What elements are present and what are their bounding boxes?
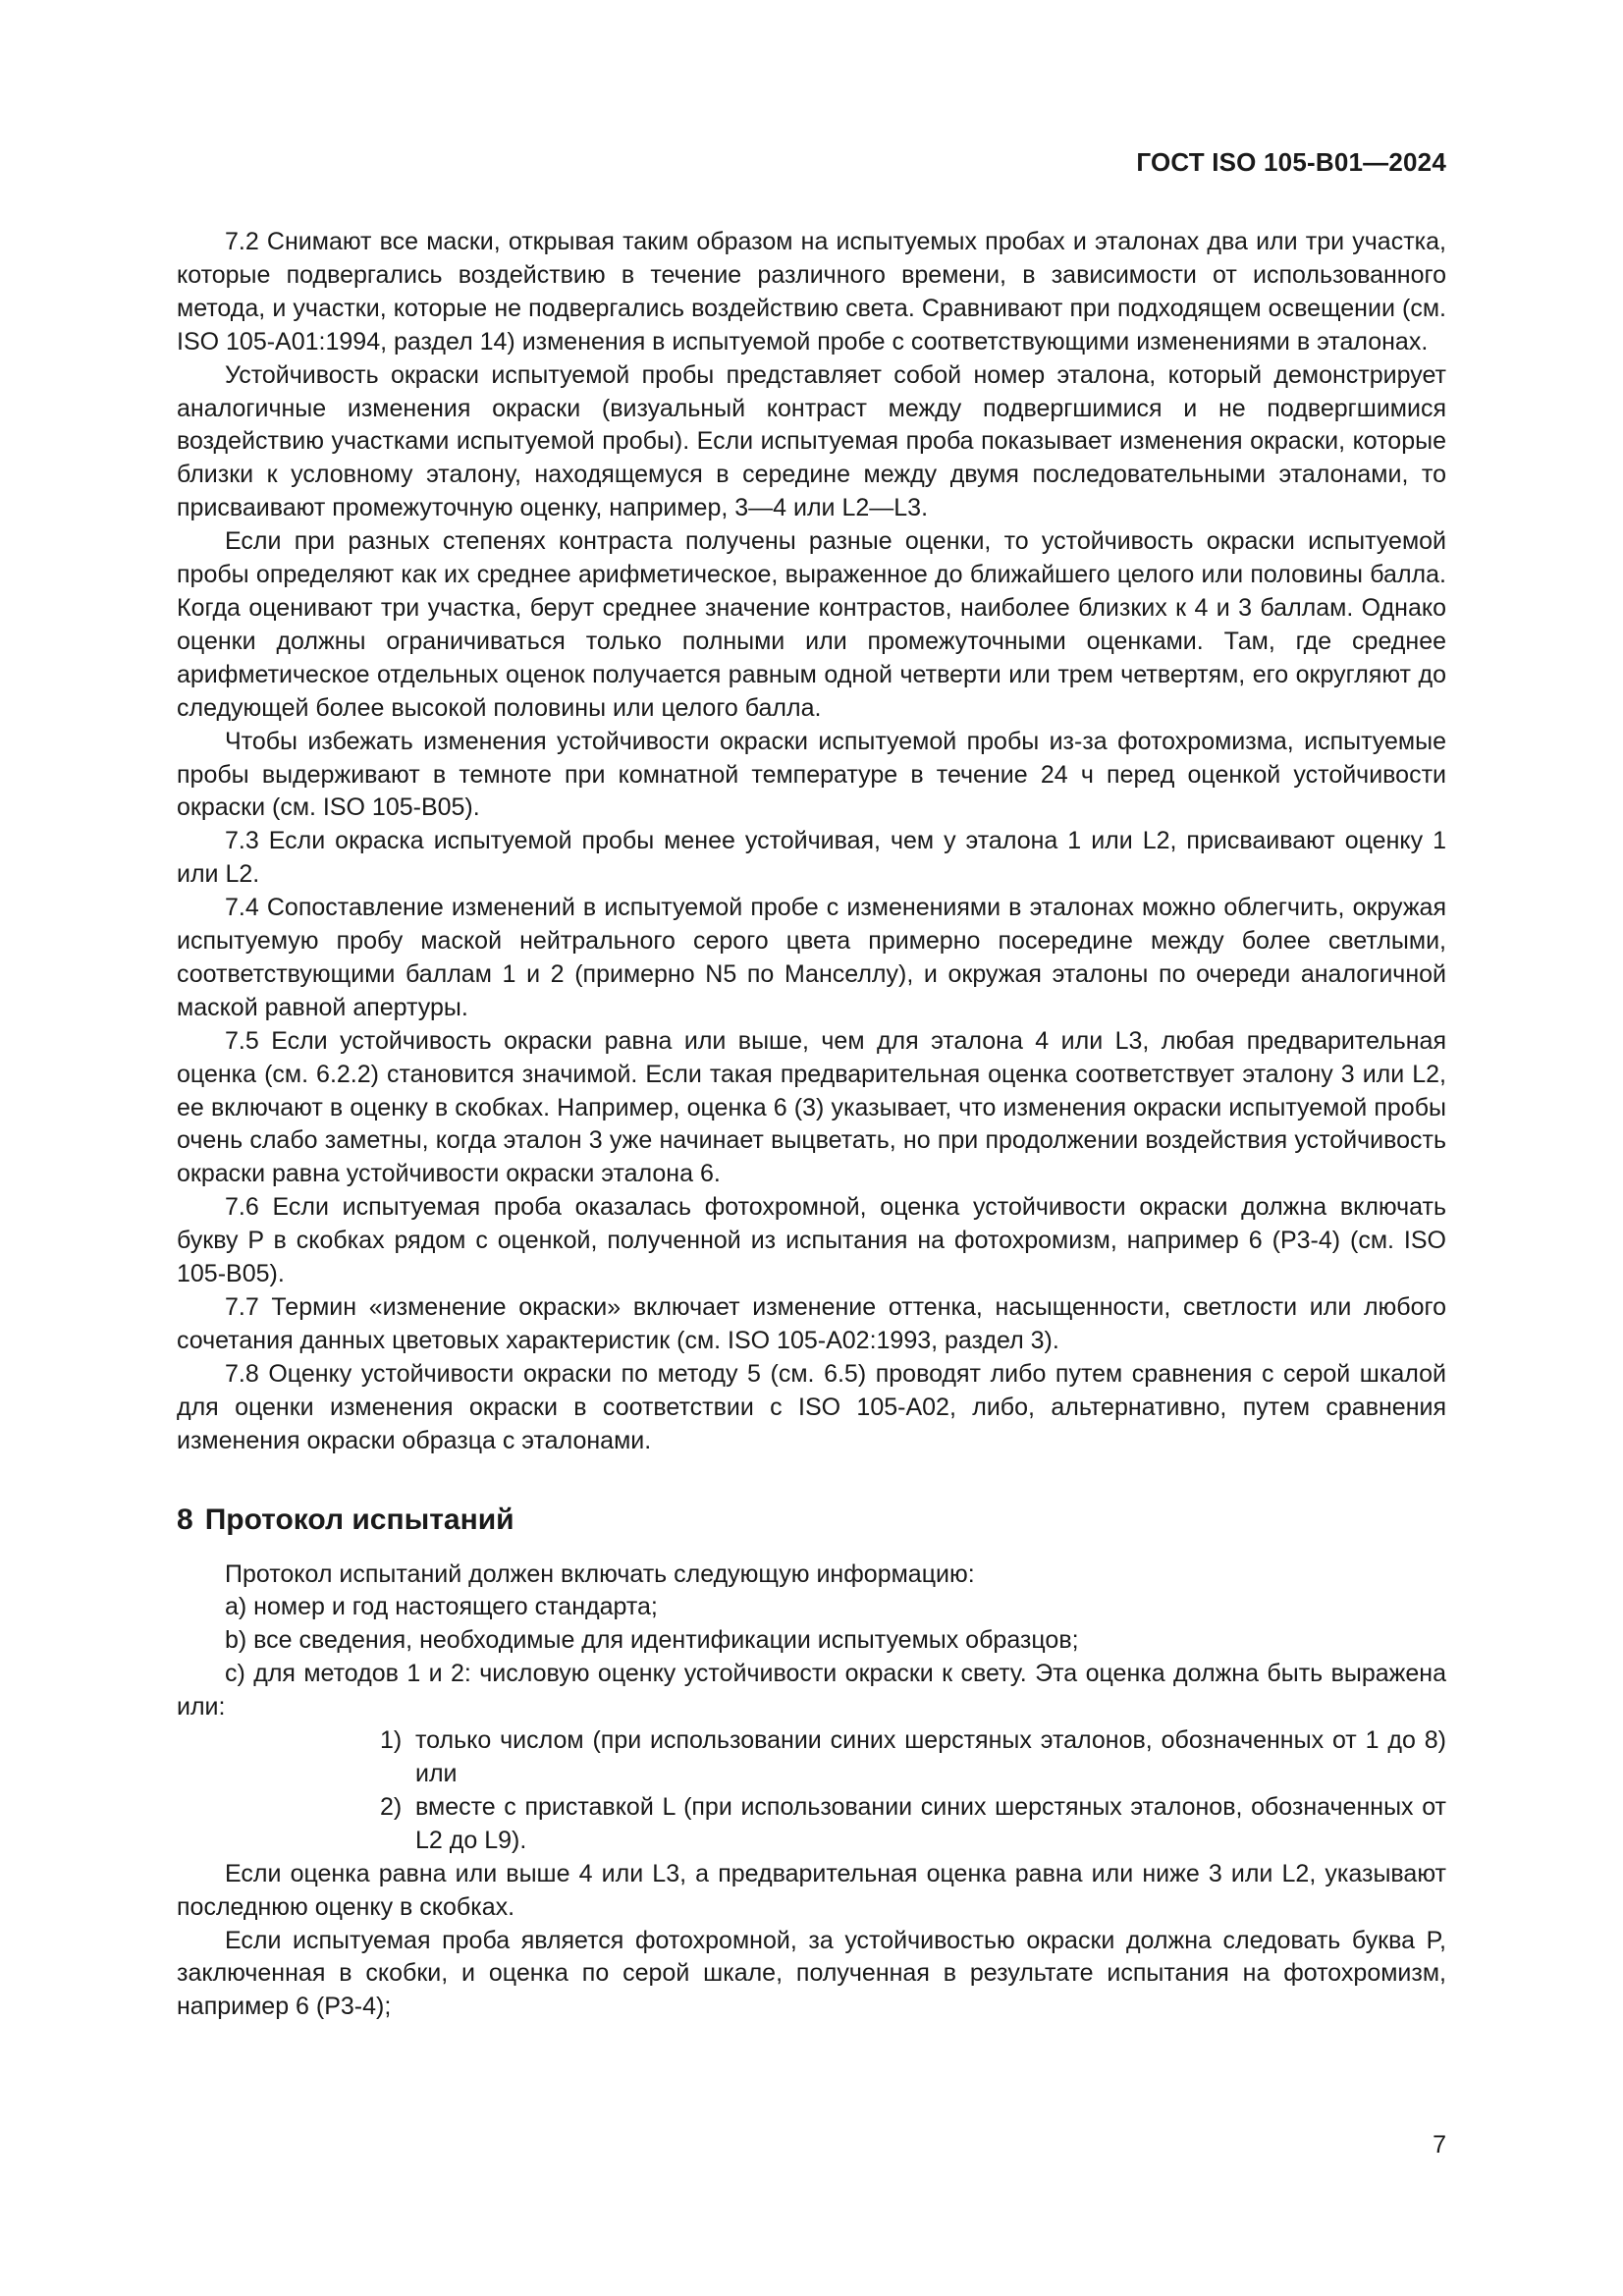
sublist-marker-1: 1) [380, 1726, 403, 1755]
paragraph-photochromic-rating: Если испытуемая проба является фотохромной, за устойчивостью окраски должна следовать буква P, заключенная в скобки, и оценка по серой шкале, полученная в результате испытания на фотохромизм, например 6 (P3-4); [177, 1926, 1446, 2021]
sublist-marker-2: 2) [380, 1792, 403, 1821]
sublist-text-1: только числом (при использовании синих шерстяных эталонов, обозначенных от 1 до 8) или [415, 1726, 1446, 1787]
paragraph-photochromism-storage: Чтобы избежать изменения устойчивости окраски испытуемой пробы из-за фотохромизма, испытуемые пробы выдерживают в темноте при комнатной температуре в течение 24 ч перед оценкой устойчивости окраски (см. ISO 105-B05). [177, 727, 1446, 822]
sublist-item-1 [380, 1724, 1446, 1791]
page-number: 7 [1433, 2131, 1446, 2159]
list-item-a: a) номер и год настоящего стандарта; [225, 1593, 658, 1621]
paragraph-7-8: 7.8 Оценку устойчивости окраски по методу 5 (см. 6.5) проводят либо путем сравнения с серой шкалой для оценки изменения окраски в соответствии с ISO 105-A02, либо, альтернативно, путем сравнения изменения окраски образца с эталонами. [177, 1359, 1446, 1454]
section-8-intro: Протокол испытаний должен включать следующую информацию: [225, 1559, 975, 1588]
section-title: Протокол испытаний [204, 1503, 514, 1536]
paragraph-7-2: 7.2 Снимают все маски, открывая таким образом на испытуемых пробах и эталонах два или три участка, которые подвергались воздействию в течение различного времени, в зависимости от использованного метода, и участки, которые не подвергались воздействию света. Сравнивают при подходящем освещении (см. ISO 105-A01:1994, раздел 14) изменения в испытуемой пробе с соответствующими изменениями в эталонах. [177, 228, 1446, 355]
page-body [177, 226, 1446, 2024]
paragraph-7-6: 7.6 Если испытуемая проба оказалась фотохромной, оценка устойчивости окраски должна включать букву P в скобках рядом с оценкой, полученной из испытания на фотохромизм, например 6 (P3-4) (см. ISO 105-B05). [177, 1193, 1446, 1288]
list-item-b: b) все сведения, необходимые для идентификации испытуемых образцов; [225, 1626, 1079, 1655]
section-number: 8 [177, 1503, 193, 1536]
paragraph-preliminary-rating: Если оценка равна или выше 4 или L3, а предварительная оценка равна или ниже 3 или L2, указывают последнюю оценку в скобках. [177, 1859, 1446, 1921]
paragraph-7-7: 7.7 Термин «изменение окраски» включает изменение оттенка, насыщенности, светлости или любого сочетания данных цветовых характеристик (см. ISO 105-A02:1993, раздел 3). [177, 1293, 1446, 1354]
paragraph-average-rating: Если при разных степенях контраста получены разные оценки, то устойчивость окраски испытуемой пробы определяют как их среднее арифметическое, выраженное до ближайшего целого или половины балла. Когда оценивают три участка, берут среднее значение контрастов, наиболее близких к 4 и 3 баллам. Однако оценки должны ограничиваться только полными или промежуточными оценками. Там, где среднее арифметическое отдельных оценок получается равным одной четверти или трем четвертям, его округляют до следующей более высокой половины или целого балла. [177, 527, 1446, 722]
paragraph-7-5: 7.5 Если устойчивость окраски равна или выше, чем для эталона 4 или L3, любая предварительная оценка (см. 6.2.2) становится значимой. Если такая предварительная оценка соответствует эталону 3 или L2, ее включают в оценку в скобках. Например, оценка 6 (3) указывает, что изменения окраски испытуемой пробы очень слабо заметны, когда эталон 3 уже начинает выцветать, но при продолжении воздействия устойчивость окраски равна устойчивости окраски эталона 6. [177, 1026, 1446, 1188]
section-8-heading [177, 1501, 1446, 1540]
sublist-item-2 [380, 1791, 1446, 1858]
list-item-c: c) для методов 1 и 2: числовую оценку устойчивости окраски к свету. Эта оценка должна быть выражена или: [177, 1660, 1446, 1722]
sublist-text-2: вместе с приставкой L (при использовании синих шерстяных эталонов, обозначенных от L2 до L9). [415, 1792, 1446, 1854]
paragraph-fastness-definition: Устойчивость окраски испытуемой пробы представляет собой номер эталона, который демонстрирует аналогичные изменения окраски (визуальный контраст между подвергшимися и не подвергшимися воздействию участками испытуемой пробы). Если испытуемая проба показывает изменения окраски, которые близки к условному эталону, находящемуся в середине между двумя последовательными эталонами, то присваивают промежуточную оценку, например, 3—4 или L2—L3. [177, 360, 1446, 522]
paragraph-7-4: 7.4 Сопоставление изменений в испытуемой пробе с изменениями в эталонах можно облегчить, окружая испытуемую пробу маской нейтрального серого цвета примерно посередине между более светлыми, соответствующими баллам 1 и 2 (примерно N5 по Манселлу), и окружая эталоны по очереди аналогичной маской равной апертуры. [177, 894, 1446, 1021]
paragraph-7-3: 7.3 Если окраска испытуемой пробы менее устойчивая, чем у эталона 1 или L2, присваивают оценку 1 или L2. [177, 827, 1446, 889]
document-code-header: ГОСТ ISO 105-B01—2024 [1136, 147, 1446, 177]
